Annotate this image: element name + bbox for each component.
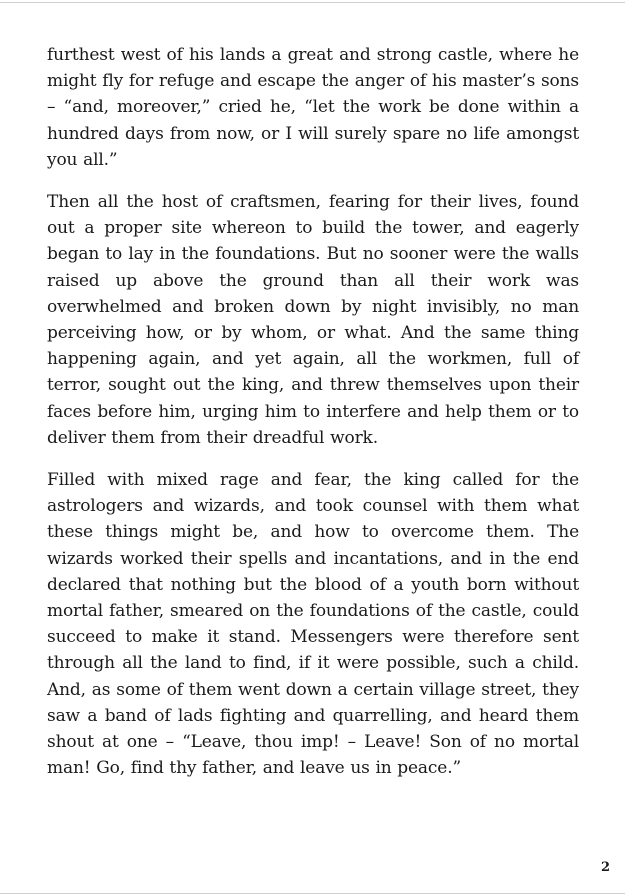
paragraph-2: Then all the host of craftsmen, fearing for their lives, found out a proper site whereon to build the tower, and eagerly began to lay in the foundations. But no sooner were the walls raised up above the ground than all their work was overwhelmed and broken down by night invisibly, no man perceiving how, or by whom, or what. And the same thing happening again, and yet again, all the workmen, full of terror, sought out the king, and threw themselves upon their faces before him, urging him to interfere and help them or to deliver them from their dreadful work. xyxy=(47,192,579,448)
page-number: 2 xyxy=(600,860,610,875)
bottom-divider xyxy=(0,893,625,894)
paragraph-1: furthest west of his lands a great and strong castle, where he might fly for refuge and escape the anger of his master’s sons – “and, moreover,” cried he, “let the work be done within a hundred days from now, or I will surely spare no life amongst you all.” xyxy=(47,45,579,170)
top-divider xyxy=(0,2,625,3)
body-text xyxy=(47,42,579,781)
paragraph-3: Filled with mixed rage and fear, the king called for the astrologers and wizards, and took counsel with them what these things might be, and how to overcome them. The wizards worked their spells and incantations, and in the end declared that nothing but the blood of a youth born without mortal father, smeared on the foundations of the castle, could succeed to make it stand. Messengers were therefore sent through all the land to find, if it were possible, such a child. And, as some of them went down a certain village street, they saw a band of lads fighting and quarrelling, and heard them shout at one – “Leave, thou imp! – Leave! Son of no mortal man! Go, find thy father, and leave us in peace.” xyxy=(47,470,579,779)
